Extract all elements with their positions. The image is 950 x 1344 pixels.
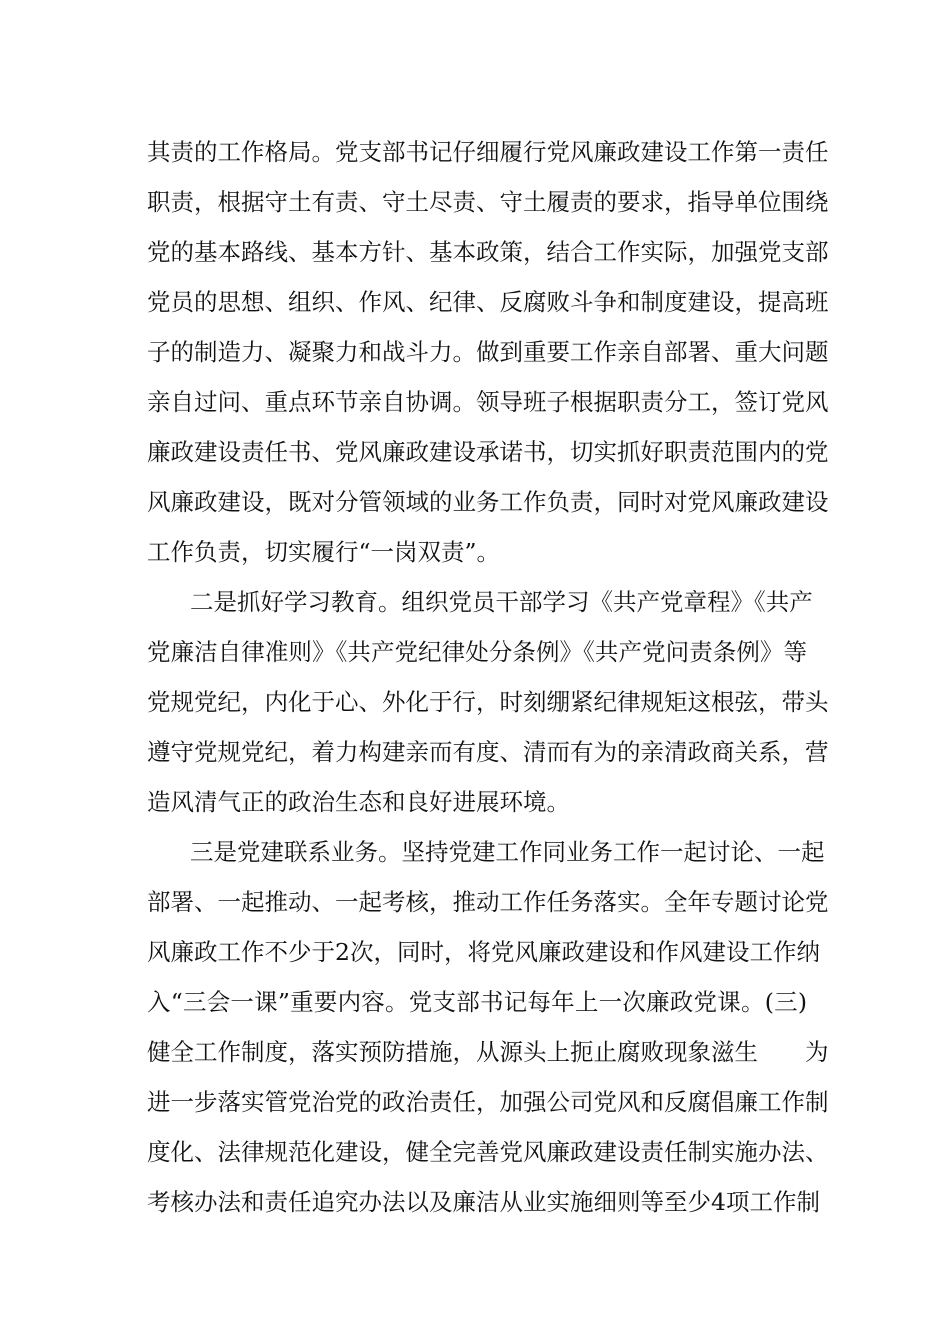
- text-line-4: 党员的思想、组织、作风、纪律、反腐败斗争和制度建设，提高班: [147, 288, 829, 316]
- text-line-22: 考核办法和责任追究办法以及廉洁从业实施细则等至少4项工作制: [147, 1188, 820, 1216]
- text-line-12: 党规党纪，内化于心、外化于行，时刻绷紧纪律规矩这根弦，带头: [147, 688, 829, 716]
- text-line-6: 亲自过问、重点环节亲自协调。领导班子根据职责分工，签订党风: [147, 388, 829, 416]
- text-line-5: 子的制造力、凝聚力和战斗力。做到重要工作亲自部署、重大问题: [147, 338, 829, 366]
- text-line-3: 党的基本路线、基本方针、基本政策，结合工作实际，加强党支部: [147, 238, 829, 266]
- text-line-14: 造风清气正的政治生态和良好进展环境。: [147, 788, 570, 816]
- text-line-1: 其责的工作格局。党支部书记仔细履行党风廉政建设工作第一责任: [147, 138, 829, 166]
- text-line-19: 健全工作制度，落实预防措施，从源头上扼止腐败现象滋生 为: [147, 1038, 829, 1066]
- text-line-21: 度化、法律规范化建设，健全完善党风廉政建设责任制实施办法、: [147, 1138, 829, 1166]
- text-line-9: 工作负责，切实履行“一岗双责”。: [147, 538, 501, 566]
- paragraph-2-start: 二是抓好学习教育。组织党员干部学习《共产党章程》《共产: [190, 588, 813, 616]
- paragraph-3-start: 三是党建联系业务。坚持党建工作同业务工作一起讨论、一起: [190, 838, 825, 866]
- text-line-7: 廉政建设责任书、党风廉政建设承诺书，切实抓好职责范围内的党: [147, 438, 829, 466]
- text-line-18: 入“三会一课”重要内容。党支部书记每年上一次廉政党课。(三): [147, 988, 807, 1016]
- text-line-20: 进一步落实管党治党的政治责任，加强公司党风和反腐倡廉工作制: [147, 1088, 829, 1116]
- text-line-13: 遵守党规党纪，着力构建亲而有度、清而有为的亲清政商关系，营: [147, 738, 829, 766]
- text-line-11: 党廉洁自律准则》《共产党纪律处分条例》《共产党问责条例》等: [147, 638, 807, 666]
- text-line-8: 风廉政建设，既对分管领域的业务工作负责，同时对党风廉政建设: [147, 488, 829, 516]
- text-line-2: 职责，根据守土有责、守土尽责、守土履责的要求，指导单位围绕: [147, 188, 829, 216]
- text-line-16: 部署、一起推动、一起考核，推动工作任务落实。全年专题讨论党: [147, 888, 829, 916]
- text-line-17: 风廉政工作不少于2次，同时，将党风廉政建设和作风建设工作纳: [147, 938, 820, 966]
